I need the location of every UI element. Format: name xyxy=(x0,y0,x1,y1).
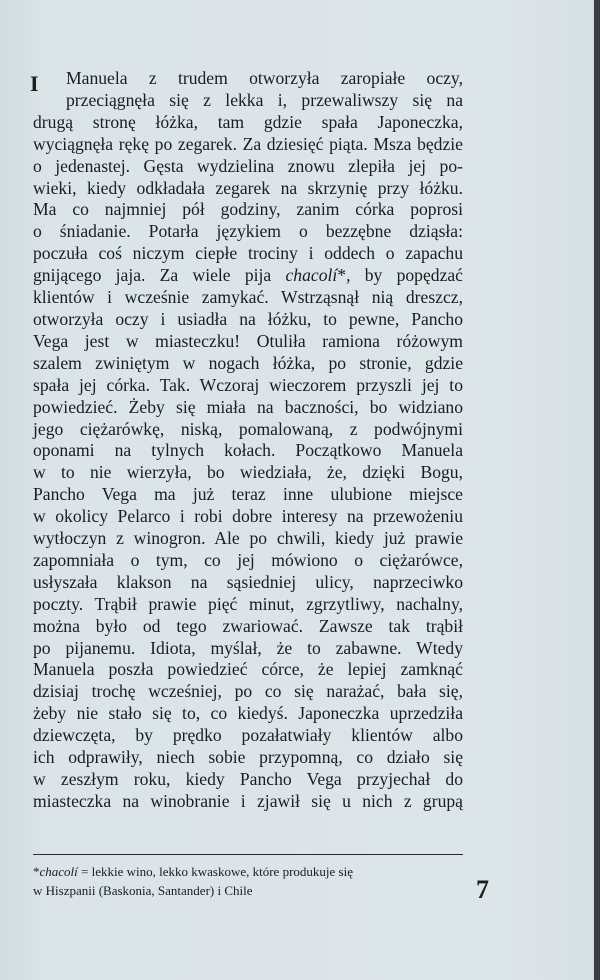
text-run: * xyxy=(33,864,40,879)
body-line xyxy=(33,550,463,572)
text-run: poczuła coś niczym ciepłe trociny i oddech o zapachu xyxy=(33,243,463,264)
body-line xyxy=(33,747,463,769)
text-run: Manuela poszła powiedzieć córce, że lepiej zamknąć xyxy=(33,659,463,680)
body-line xyxy=(33,221,463,243)
body-line xyxy=(33,90,463,112)
body-line xyxy=(33,112,463,134)
body-line xyxy=(33,725,463,747)
text-run: w Hiszpanii (Baskonia, Santander) i Chile xyxy=(33,883,253,898)
body-line xyxy=(33,309,463,331)
body-line xyxy=(33,265,463,287)
body-line xyxy=(33,681,463,703)
text-run: klientów i wcześnie zamykać. Wstrząsnął nią dreszcz, xyxy=(33,287,463,308)
text-run: miasteczka na winobranie i zjawił się u nich z grupą xyxy=(33,790,463,811)
body-line xyxy=(33,199,463,221)
body-line xyxy=(33,506,463,528)
text-run: zapomniała o tym, co jej mówiono o ciężarówce, xyxy=(33,549,463,570)
text-run: *, by popędzać xyxy=(337,265,463,286)
text-run: Vega jest w miasteczku! Otuliła ramiona różowym xyxy=(33,330,463,351)
body-line xyxy=(33,484,463,506)
text-run: można było od tego zwariować. Zawsze tak trąbił xyxy=(33,615,463,636)
text-run: o jedenastej. Gęsta wydzielina znowu zlepiła jej po- xyxy=(33,155,463,176)
body-line xyxy=(33,287,463,309)
body-line xyxy=(33,769,463,791)
text-run: gnijącego jaja. Za wiele pija xyxy=(33,265,286,286)
text-run: przeciągnęła się z lekka i, przewaliwszy się na xyxy=(66,89,463,110)
body-text xyxy=(33,68,463,813)
body-line xyxy=(33,134,463,156)
body-line xyxy=(33,419,463,441)
body-line xyxy=(33,616,463,638)
text-run: spała jej córka. Tak. Wczoraj wieczorem przyszli jej to xyxy=(33,374,463,395)
body-line xyxy=(33,440,463,462)
body-line xyxy=(33,791,463,813)
text-run: żeby nie stało się to, co kiedyś. Japoneczka uprzedziła xyxy=(33,703,463,724)
text-run: szalem zwiniętym w nogach łóżka, po stronie, gdzie xyxy=(33,352,463,373)
text-run: w zeszłym roku, kiedy Pancho Vega przyjechał do xyxy=(33,769,463,789)
text-run: Pancho Vega ma już teraz inne ulubione miejsce xyxy=(33,484,463,505)
body-line xyxy=(33,353,463,375)
body-line xyxy=(33,243,463,265)
text-run: Manuela z trudem otworzyła zaropiałe oczy, xyxy=(66,68,463,88)
body-line xyxy=(33,156,463,178)
body-line xyxy=(33,528,463,550)
body-line xyxy=(33,594,463,616)
text-run: wyciągnęła rękę po zegarek. Za dziesięć piąta. Msza będzie xyxy=(33,133,463,154)
text-run: po pijanemu. Idiota, myślał, że to zabawne. Wtedy xyxy=(33,637,463,658)
text-run: usłyszała klakson na sąsiedniej ulicy, naprzeciwko xyxy=(33,571,463,592)
italic-term: chacolí xyxy=(39,864,78,879)
italic-term: chacolí xyxy=(285,265,338,286)
text-run: Ma co najmniej pół godziny, zanim córka poprosi xyxy=(33,199,463,220)
body-line xyxy=(33,638,463,660)
body-line xyxy=(33,178,463,200)
text-run: powiedzieć. Żeby się miała na baczności, bo widziano xyxy=(33,396,463,417)
text-run: jego ciężarówkę, niską, pomalowaną, z podwójnymi xyxy=(33,418,463,439)
text-run: dzisiaj trochę wcześniej, po co się narażać, bała się, xyxy=(33,681,463,702)
footnote-divider xyxy=(33,854,463,855)
body-line xyxy=(33,68,463,90)
text-run: dziewczęta, by prędko pozałatwiały klientów albo xyxy=(33,725,463,746)
body-line xyxy=(33,703,463,725)
body-line xyxy=(33,397,463,419)
text-run: wieki, kiedy odkładała zegarek na skrzynię przy łóżku. xyxy=(33,177,463,198)
text-run: w to nie wierzyła, bo wiedziała, że, dzięki Bogu, xyxy=(33,462,463,483)
text-run: otworzyła oczy i usiadła na łóżku, to pewne, Pancho xyxy=(33,308,463,329)
text-run: w okolicy Pelarco i robi dobre interesy na przewożeniu xyxy=(33,506,463,527)
footnote-line xyxy=(33,862,463,881)
body-line xyxy=(33,331,463,353)
body-line xyxy=(33,462,463,484)
body-line xyxy=(33,572,463,594)
text-run: oponami na tylnych kołach. Początkowo Manuela xyxy=(33,440,463,461)
text-run: wytłoczyn z winogron. Ale po chwili, kiedy już prawie xyxy=(33,528,463,549)
text-run: ich odprawiły, niech sobie przypomną, co działo się xyxy=(33,747,463,768)
body-line xyxy=(33,375,463,397)
text-run: poczty. Trąbił prawie pięć minut, zgrzytliwy, nachalny, xyxy=(33,593,463,614)
page-edge-shadow xyxy=(594,0,600,980)
body-line xyxy=(33,659,463,681)
footnote xyxy=(33,862,463,900)
page-number: 7 xyxy=(476,875,489,904)
footnote-line xyxy=(33,881,463,900)
text-run: o śniadanie. Potarła językiem o bezzębne dziąsła: xyxy=(33,221,463,242)
text-run: = lekkie wino, lekko kwaskowe, które produkuje się xyxy=(77,864,353,879)
text-run: drugą stronę łóżka, tam gdzie spała Japoneczka, xyxy=(33,111,463,132)
chapter-number: I xyxy=(30,71,39,96)
